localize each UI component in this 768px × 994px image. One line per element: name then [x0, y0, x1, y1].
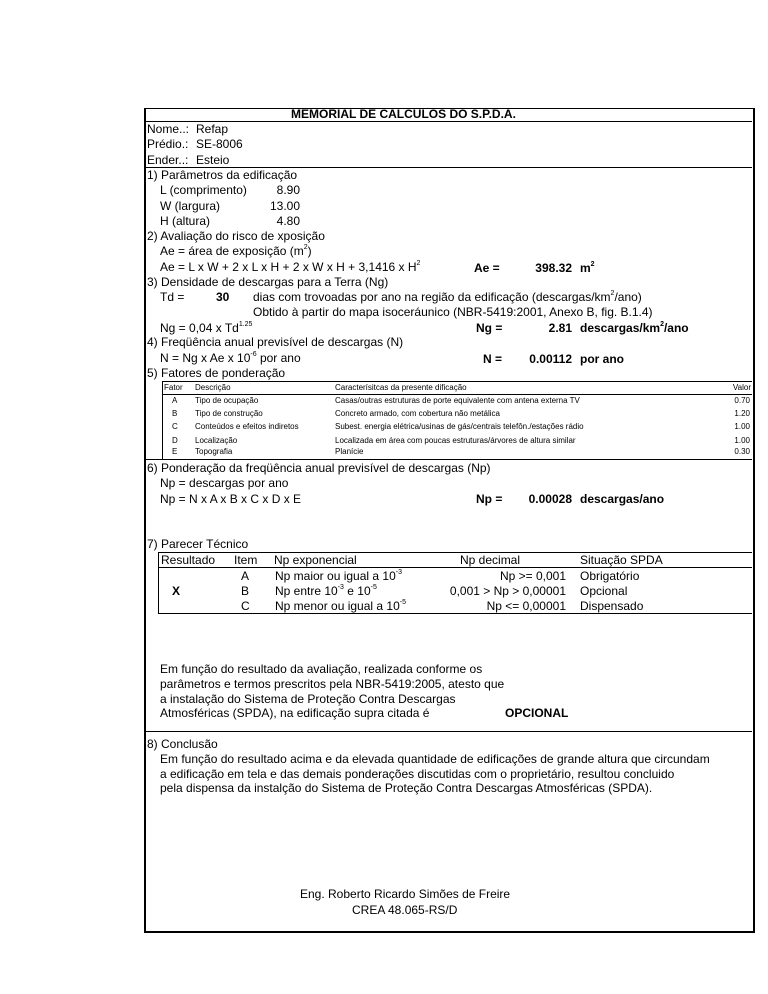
factor-characteristics: Concreto armado, com cobertura não metálica: [335, 409, 500, 418]
opinion-line: Em função do resultado da avaliação, realizada conforme os: [160, 662, 483, 676]
table-left-border: [162, 381, 163, 459]
ae-result-unit: $m^2$: [580, 261, 595, 275]
spda-situation: Dispensado: [580, 599, 644, 613]
nome-value: Refap: [196, 122, 229, 136]
section-2-heading: 2) Avaliação do risco de xposição: [147, 229, 325, 243]
divider: [162, 394, 752, 395]
td-label: Td =: [160, 290, 185, 304]
np-exponential: Np menor ou igual a $10^{-5}$: [275, 599, 406, 613]
section-7-heading: 7) Parecer Técnico: [147, 537, 249, 551]
divider: [158, 567, 752, 568]
opinion-line: a instalação do Sistema de Proteção Contra Descargas: [160, 692, 456, 706]
factor-letter: C: [172, 422, 178, 431]
np-decimal: Np <= 0,00001: [486, 599, 566, 613]
item-letter: A: [241, 569, 250, 583]
factor-value: 0.70: [734, 396, 750, 405]
np-result-label: Np =: [476, 492, 503, 506]
ender-label: Ender..:: [147, 153, 189, 167]
factor-characteristics: Subest. energia elétrica/usinas de gás/centrais telefôn./estações rádio: [335, 422, 584, 431]
ae-result-value: 398.32: [535, 261, 572, 275]
section-4-heading: 4) Freqüência anual previsível de descargas (N): [147, 335, 404, 349]
factor-value: 0.30: [734, 447, 750, 456]
factor-letter: D: [172, 436, 178, 445]
n-result-label: N =: [483, 352, 503, 366]
divider: [145, 121, 752, 122]
factor-description: Conteúdos e efeitos indiretos: [195, 422, 299, 431]
ng-formula: Ng = 0,04 x $Td^{1.25}$: [160, 321, 253, 335]
section-8-heading: 8) Conclusão: [147, 737, 218, 751]
factor-letter: B: [172, 409, 178, 418]
td-description: dias com trovoadas por ano na região da edificação $(descargas/km^2/ano)$: [253, 290, 642, 304]
factor-characteristics: Planície: [335, 447, 364, 456]
result-mark: X: [172, 584, 181, 598]
signature-crea: CREA 48.065-RS/D: [352, 903, 458, 917]
factor-letter: E: [172, 447, 178, 456]
factor-characteristics: Casas/outras estruturas de porte equivalente com antena externa TV: [335, 396, 580, 405]
spda-situation: Opcional: [580, 584, 628, 598]
divider: [158, 613, 752, 614]
factor-col-header: Fator: [164, 383, 183, 392]
np-exponential: Np maior ou igual a $10^{-3}$: [275, 569, 402, 583]
situation-col-header: Situação SPDA: [580, 553, 663, 567]
conclusion-line: a edificação em tela e das demais ponderações discutidas com o proprietário, resultou concluido: [160, 767, 675, 781]
np-result-value: 0.00028: [528, 492, 572, 506]
factor-description: Tipo de construção: [195, 409, 263, 418]
ng-result-label: Ng =: [476, 321, 503, 335]
width-label: W (largura): [160, 199, 221, 213]
signature-name: Eng. Roberto Ricardo Simões de Freire: [300, 887, 511, 901]
item-col-header: Item: [234, 553, 258, 567]
np-formula: Np = N x A x B x C x D x E: [160, 492, 302, 506]
factor-letter: A: [172, 396, 178, 405]
item-letter: B: [241, 584, 250, 598]
divider: [162, 381, 752, 382]
opinion-line: parâmetros e termos prescritos pela NBR-5419:2005, atesto que: [160, 677, 505, 691]
n-formula: N = Ng x Ae x $10^{-6}$ por ano: [160, 351, 301, 365]
n-result-unit: por ano: [580, 352, 624, 366]
ae-result-label: Ae =: [474, 261, 500, 275]
value-col-header: Valor: [732, 383, 751, 392]
td-source: Obtido à partir do mapa isoceráunico (NBR-5419:2001, Anexo B, fig. B.1.4): [253, 305, 653, 319]
section-3-heading: 3) Densidade de descargas para a Terra (Ng): [147, 275, 389, 289]
np-result-unit: descargas/ano: [580, 492, 665, 506]
table-left-border: [158, 552, 159, 613]
divider: [145, 459, 752, 460]
item-letter: C: [241, 599, 250, 613]
spda-situation: Obrigatório: [580, 569, 640, 583]
document-title: MEMORIAL DE CALCULOS DO S.P.D.A.: [291, 107, 516, 121]
length-label: L (comprimento): [160, 183, 247, 197]
np-exponential: Np entre $10^{-3}$ e $10^{-5}$: [275, 584, 377, 598]
n-result-value: 0.00112: [529, 352, 572, 366]
conclusion-line: pela dispensa da instalção do Sistema de Proteção Contra Descargas Atmosféricas (SPDA).: [160, 781, 653, 795]
ae-formula: Ae = L x W + 2 x L x H + 2 x W x H + 3,1416 x $H^2$: [160, 260, 421, 274]
description-col-header: Descrição: [195, 383, 231, 392]
factor-value: 1.00: [734, 422, 750, 431]
ender-value: Esteio: [196, 153, 230, 167]
factor-value: 1.00: [734, 436, 750, 445]
height-label: H (altura): [160, 214, 211, 228]
opinion-line: Atmosféricas (SPDA), na edificação supra citada é: [160, 706, 430, 720]
predio-label: Prédio.:: [147, 137, 189, 151]
np-exp-col-header: Np exponencial: [274, 553, 357, 567]
section-6-heading: 6) Ponderação da freqüência anual previsível de descargas (Np): [147, 461, 491, 475]
predio-value: SE-8006: [196, 137, 243, 151]
factor-characteristics: Localizada em área com poucas estruturas/árvores de altura similar: [335, 436, 576, 445]
factor-value: 1.20: [734, 409, 750, 418]
factor-description: Topografia: [195, 447, 233, 456]
result-col-header: Resultado: [161, 553, 216, 567]
np-dec-col-header: Np decimal: [460, 553, 521, 567]
conclusion-line: Em função do resultado acima e da elevada quantidade de edificações de grande altura que circundam: [160, 752, 710, 766]
ng-result-unit: descargas/$km^2$/ano: [580, 321, 689, 335]
np-decimal: Np >= 0,001: [499, 569, 566, 583]
np-decimal: 0,001 > Np > 0,00001: [449, 584, 566, 598]
td-value: 30: [216, 290, 230, 304]
nome-label: Nome..:: [147, 122, 190, 136]
length-value: 8.90: [276, 183, 300, 197]
np-definition: Np = descargas por ano: [160, 476, 289, 490]
opinion-result: OPCIONAL: [505, 706, 569, 720]
characteristics-col-header: Caracterísitcas da presente dificação: [335, 383, 467, 392]
section-1-heading: 1) Parâmetros da edificação: [147, 168, 298, 182]
height-value: 4.80: [276, 214, 300, 228]
section-5-heading: 5) Fatores de ponderação: [147, 366, 286, 380]
ae-description: Ae = área de exposição $(m^2)$: [160, 244, 312, 258]
ng-result-value: 2.81: [548, 321, 572, 335]
width-value: 13.00: [269, 199, 300, 213]
factor-description: Localização: [195, 436, 238, 445]
divider: [145, 731, 752, 732]
factor-description: Tipo de ocupação: [195, 396, 259, 405]
